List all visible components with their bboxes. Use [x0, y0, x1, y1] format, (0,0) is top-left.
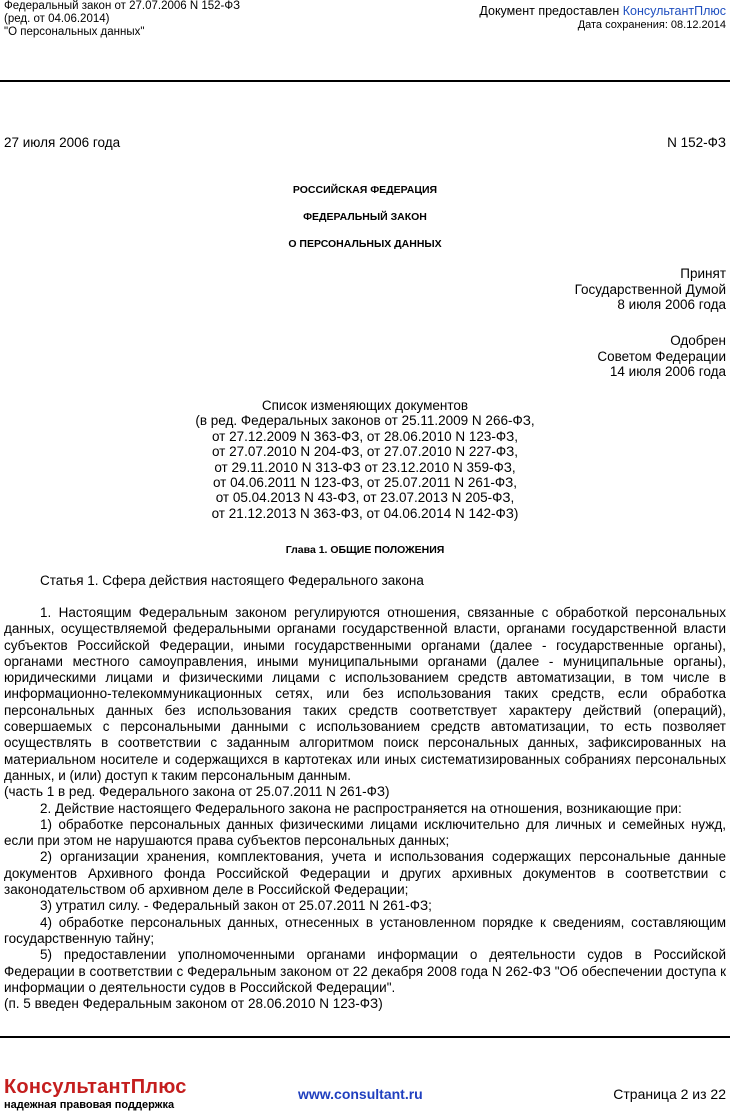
paragraph: 2) организации хранения, комплектования, учета и использования содержащих персональные данные документов Архивного фонда Российской Федерации и других архивных документов в соответствии с законодательством об архивном деле в Российской Федерации; — [4, 849, 726, 898]
paragraph: 4) обработке персональных данных, отнесенных в установленном порядке к сведениям, составляющим государственную тайну; — [4, 914, 726, 946]
provided-by — [479, 4, 726, 19]
changes-line: от 21.12.2013 N 363-ФЗ, от 04.06.2014 N 142-ФЗ) — [211, 505, 519, 521]
changes-line: от 27.07.2010 N 204-ФЗ, от 27.07.2010 N 227-ФЗ, — [211, 444, 519, 460]
adopted-line: 8 июля 2006 года — [617, 297, 726, 312]
federation-title: РОССИЙСКАЯ ФЕДЕРАЦИЯ — [292, 184, 438, 196]
law-dateline — [4, 135, 726, 150]
logo-wordmark: КонсультантПлюс — [4, 1076, 187, 1098]
header-divider — [0, 80, 730, 82]
paragraph-note: (часть 1 в ред. Федерального закона от 25.07.2011 N 261-ФЗ) — [4, 784, 390, 800]
paragraph: 1. Настоящим Федеральным законом регулируются отношения, связанные с обработкой персональных данных, осуществляемой федеральными органами государственной власти, органами государственной власти субъектов Российской Федерации, иными государственными органами (далее - государственные органы), органами местного самоуправления, иными муниципальными органами (далее - муниципальные органы), юридическими лицами и физическими лицами с использованием средств автоматизации, в том числе в информационно-телекоммуникационных сетях, или без использования таких средств, если обработка персональных данных без использования таких средств соответствует характеру действий (операций), совершаемых с персональными данными с использованием средств автоматизации, то есть позволяет осуществлять в соответствии с заданным алгоритмом поиск персональных данных, зафиксированных на материальном носителе и содержащихся в картотеках или иных систематизированных собраниях персональных данных, и (или) доступ к таким персональным данным. — [4, 605, 726, 783]
law-type-title: ФЕДЕРАЛЬНЫЙ ЗАКОН — [303, 211, 427, 223]
document-header-right — [479, 4, 726, 32]
adopted-line: Принят — [680, 266, 726, 281]
changes-line: от 04.06.2011 N 123-ФЗ, от 25.07.2011 N 261-ФЗ, — [212, 475, 518, 491]
law-number: N 152-ФЗ — [667, 135, 726, 150]
paragraph: 2. Действие настоящего Федерального закона не распространяется на отношения, возникающие при: — [40, 800, 682, 816]
document-header-left — [4, 0, 240, 39]
changes-line: от 29.11.2010 N 313-ФЗ от 23.12.2010 N 359-ФЗ, — [214, 459, 516, 475]
consultant-logo — [4, 1076, 187, 1112]
footer-divider — [0, 1036, 730, 1038]
chapter-heading: Глава 1. ОБЩИЕ ПОЛОЖЕНИЯ — [285, 544, 445, 556]
adopted-line: Государственной Думой — [574, 281, 726, 297]
approved-block — [597, 333, 726, 380]
paragraph-note: (п. 5 введен Федеральным законом от 28.06.2010 N 123-ФЗ) — [4, 996, 383, 1012]
approved-line: Советом Федерации — [597, 348, 726, 364]
paragraph: 1) обработке персональных данных физическими лицами исключительно для личных и семейных нужд, если при этом не нарушаются права субъектов персональных данных; — [4, 816, 726, 849]
amending-documents-list — [0, 398, 730, 521]
save-date: Дата сохранения: 08.12.2014 — [577, 19, 726, 31]
article-body — [4, 605, 726, 1012]
law-date: 27 июля 2006 года — [4, 135, 121, 150]
changes-line: от 05.04.2013 N 43-ФЗ, от 23.07.2013 N 205-ФЗ, — [215, 490, 515, 506]
paragraph: 3) утратил силу. - Федеральный закон от 25.07.2011 N 261-ФЗ; — [40, 898, 432, 914]
website-link[interactable]: www.consultant.ru — [298, 1086, 423, 1102]
paragraph: 5) предоставлении уполномоченными органами информации о деятельности судов в Российской Федерации в соответствии с Федеральным законом от 22 декабря 2008 года N 262-ФЗ "Об обеспечении доступа к информации о деятельности судов в Российской Федерации". — [4, 947, 726, 995]
provider-brand-link[interactable]: КонсультантПлюс — [622, 4, 726, 18]
changes-line: (в ред. Федеральных законов от 25.11.2009 N 266-ФЗ, — [195, 413, 535, 429]
provided-by-label: Документ предоставлен — [479, 4, 623, 18]
approved-line: Одобрен — [670, 333, 726, 348]
law-title-line: Федеральный закон от 27.07.2006 N 152-ФЗ — [4, 0, 241, 12]
approved-line: 14 июля 2006 года — [609, 364, 726, 379]
page-counter: Страница 2 из 22 — [613, 1086, 726, 1102]
logo-tagline: надежная правовая поддержка — [4, 1099, 175, 1111]
law-name-title: О ПЕРСОНАЛЬНЫХ ДАННЫХ — [288, 238, 442, 250]
changes-line: от 27.12.2009 N 363-ФЗ, от 28.06.2010 N 123-ФЗ, — [211, 428, 519, 444]
adopted-block — [575, 266, 726, 313]
law-edition-line: (ред. от 04.06.2014) — [4, 13, 110, 25]
changes-heading: Список изменяющих документов — [261, 398, 469, 413]
article-heading: Статья 1. Сфера действия настоящего Федерального закона — [40, 573, 424, 588]
law-name-line: "О персональных данных" — [4, 26, 145, 38]
